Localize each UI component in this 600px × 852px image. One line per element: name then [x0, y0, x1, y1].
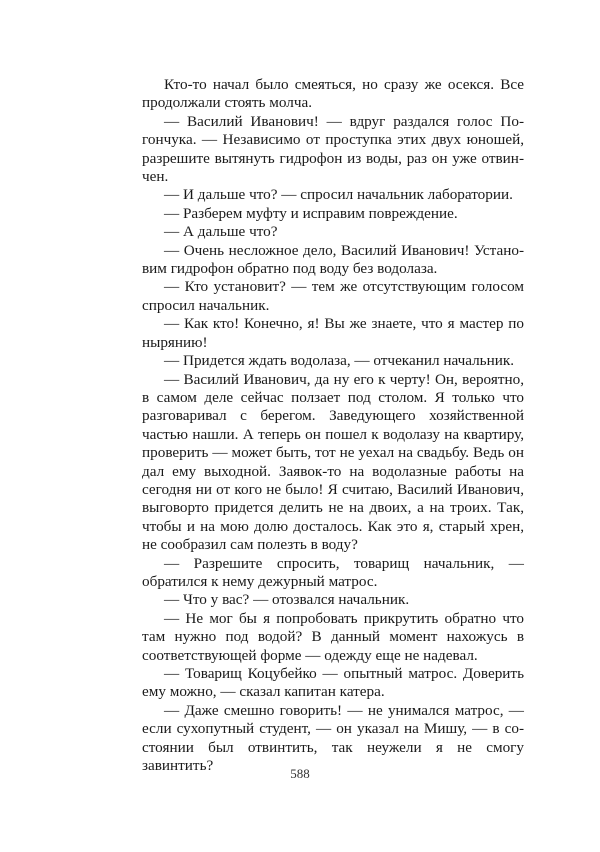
paragraph: — Василий Иванович, да ну его к черту! Он, вероятно, в самом деле сейчас ползает под столом. Я только что разговаривал с берегом. Заведующего хозяйственной частью нашли. А теперь он пошел к водолазу на квартиру, проверить — может быть, тот не уехал на свадьбу. Ведь он дал ему выходной. Заявок-то на водолазные работы на сегодня ни от кого не было! Я считаю, Василий Иванович, выговорто придется делить не на двоих, а на троих. Так, чтобы и на мою долю досталось. Как это я, старый хрен, не сообразил сам полезть в воду?: [142, 370, 524, 554]
paragraph: Кто-то начал было смеяться, но сразу же осекся. Все продолжали стоять молча.: [142, 76, 524, 112]
paragraph: — И дальше что? — спросил начальник лаборатории.: [164, 186, 513, 204]
paragraph: — Придется ждать водолаза, — отчеканил начальник.: [164, 352, 515, 370]
paragraph: — Как кто! Конечно, я! Вы же знаете, что я мастер по нырянию!: [142, 315, 524, 351]
paragraph: — Разберем муфту и исправим повреждение.: [164, 204, 458, 222]
paragraph: — Очень несложное дело, Василий Иванович! Установим гидрофон обратно под воду без водолаза.: [142, 241, 524, 278]
paragraph: — Кто установит? — тем же отсутствующим голосом спросил начальник.: [142, 278, 524, 314]
body-text: [142, 76, 524, 775]
page-number: 588: [290, 766, 310, 781]
paragraph: — А дальше что?: [164, 223, 278, 241]
paragraph: — Товарищ Коцубейко — опытный матрос. Доверить ему можно, — сказал капитан катера.: [142, 665, 524, 701]
paragraph: — Даже смешно говорить! — не унимался матрос, — если сухопутный студент, — он указал на Мишу, — в состоянии был отвинтить, так неужели я не смогу завинтить?: [142, 701, 524, 775]
paragraph: — Что у вас? — отозвался начальник.: [164, 591, 410, 609]
paragraph: — Разрешите спросить, товарищ начальник, — обратился к нему дежурный матрос.: [142, 554, 524, 590]
paragraph: — Не мог бы я попробовать прикрутить обратно что там нужно под водой? В данный момент нахожусь в соответствующей форме — одежду еще не надевал.: [142, 609, 524, 664]
paragraph: — Василий Иванович! — вдруг раздался голос Погончука. — Независимо от проступка этих двух юношей, разрешите вытянуть гидрофон из воды, раз он уже отвинчен.: [142, 112, 524, 186]
